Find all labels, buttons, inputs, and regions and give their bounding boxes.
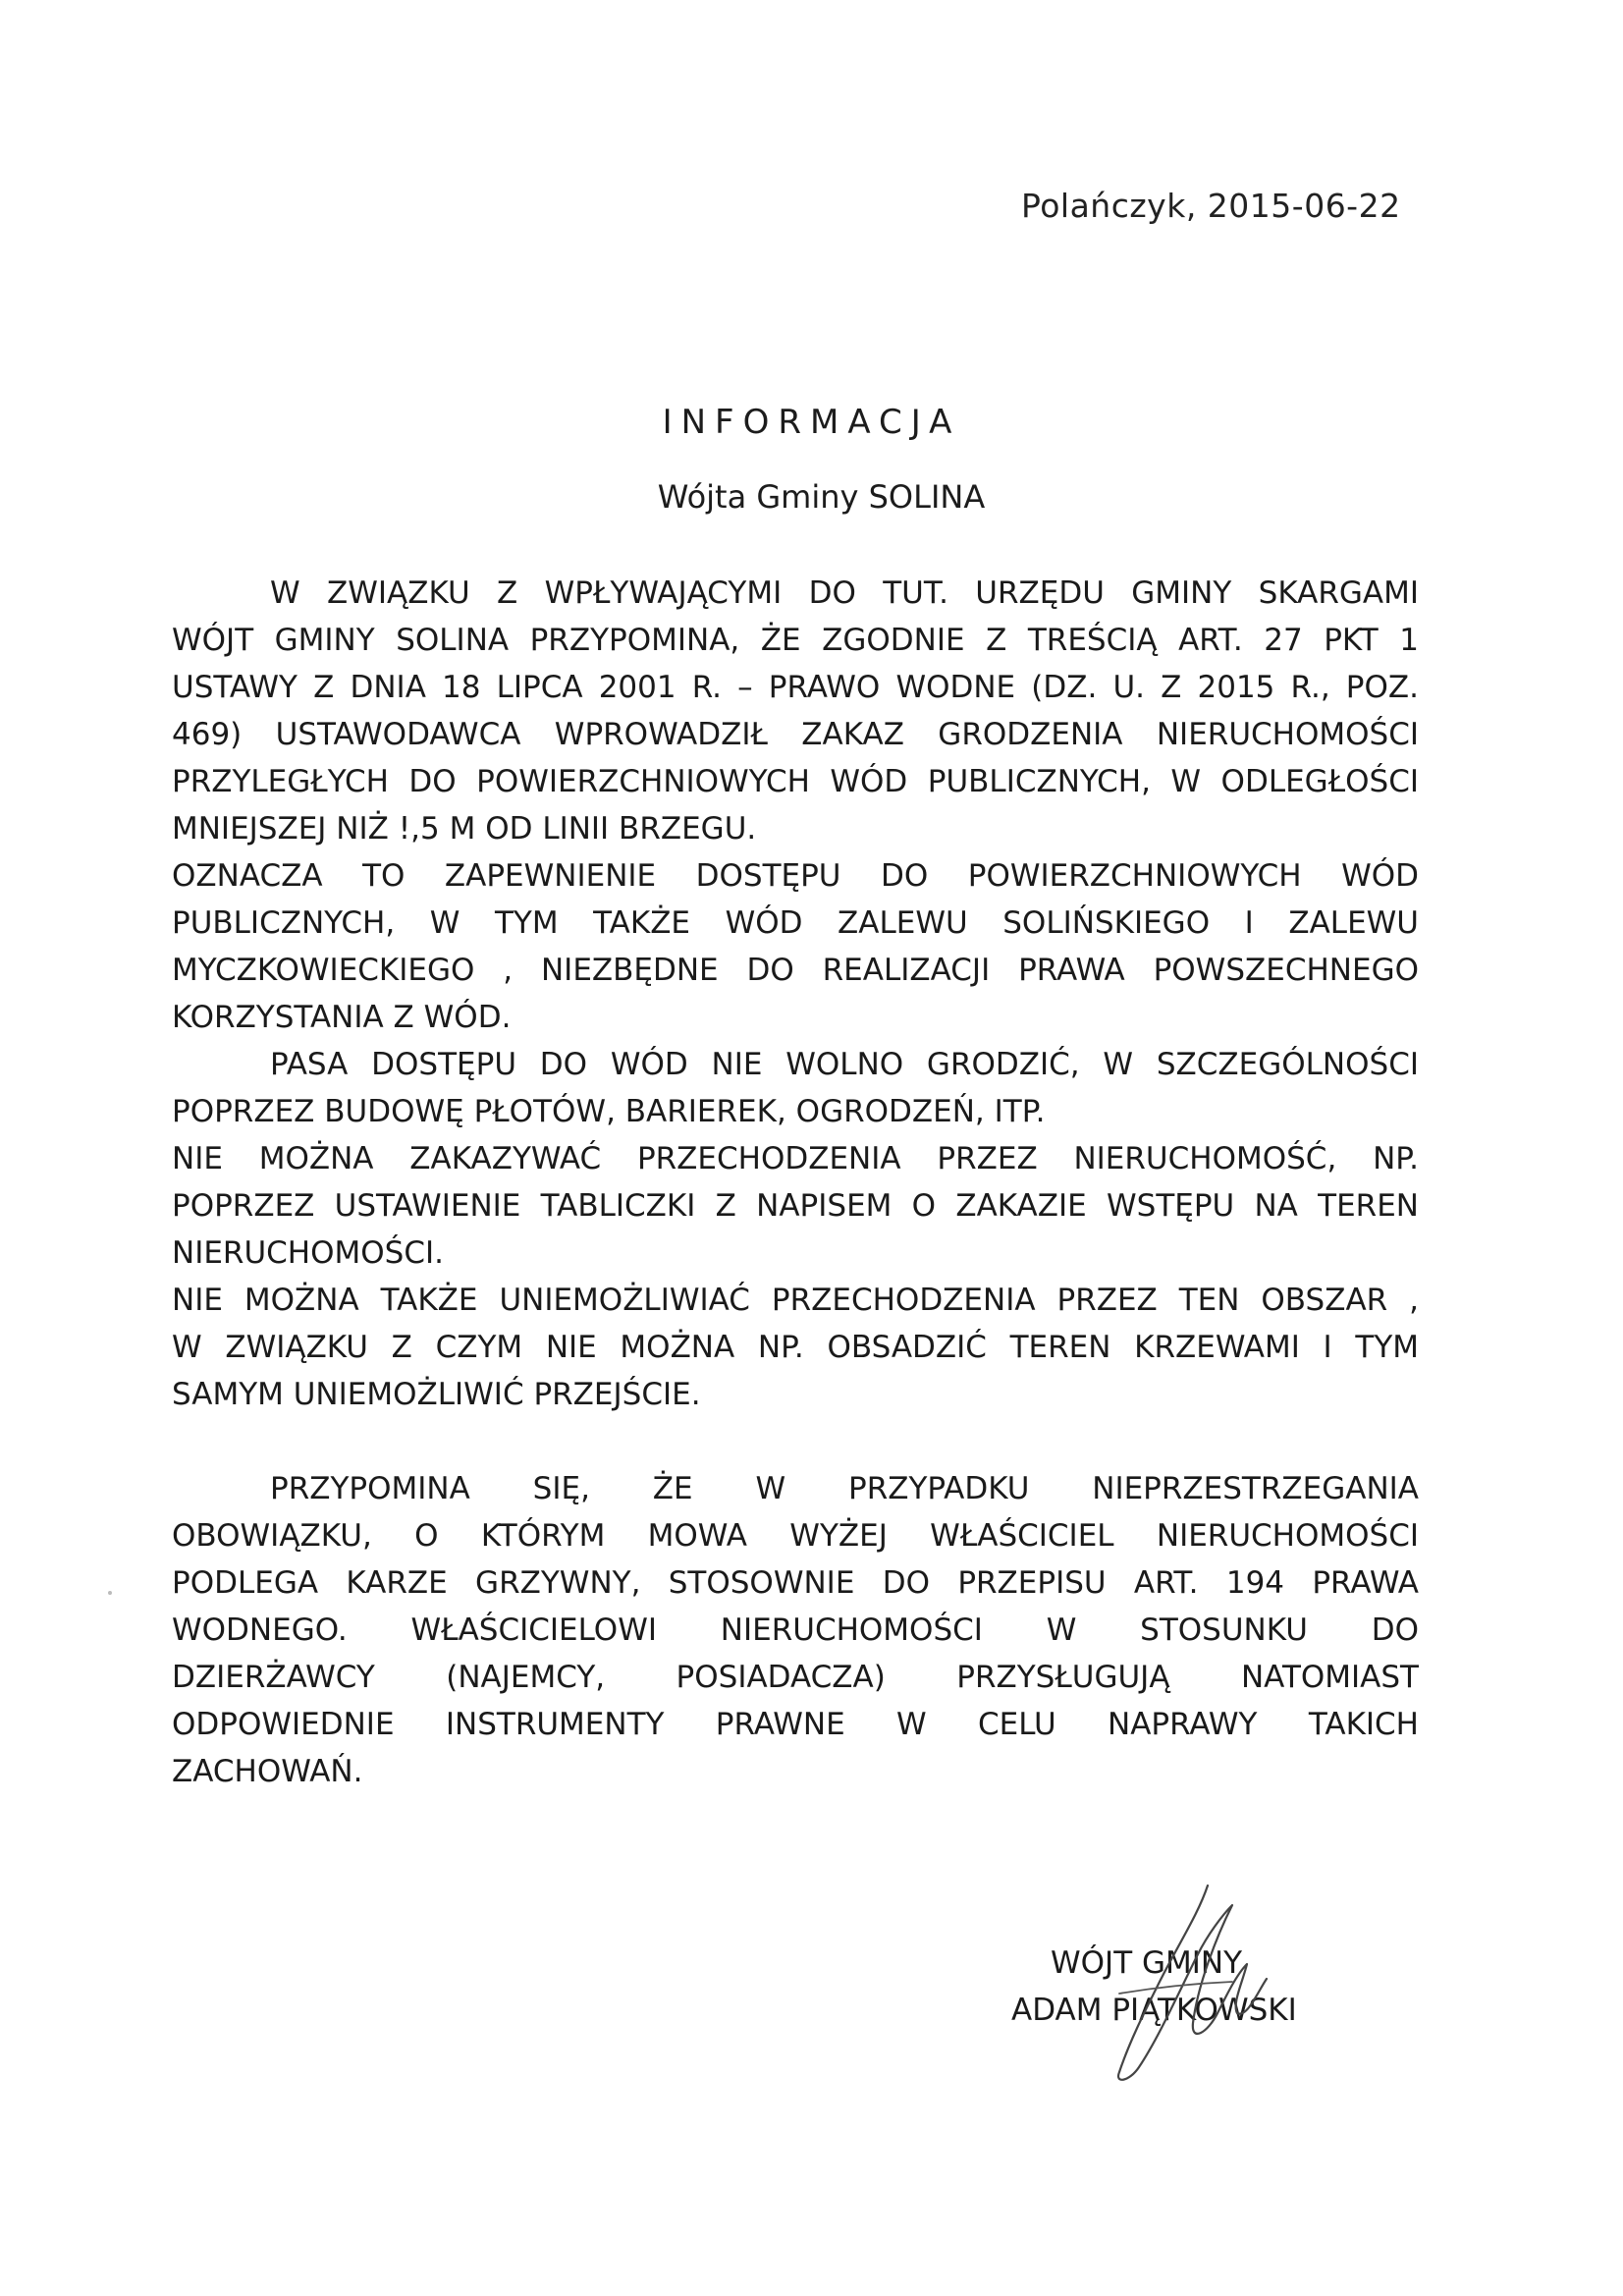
body-line: PUBLICZNYCH, W TYM TAKŻE WÓD ZALEWU SOLIŃSKIEGO I ZALEWU — [172, 905, 1419, 941]
body-line: KORZYSTANIA Z WÓD. — [172, 1000, 512, 1035]
body-line: DZIERŻAWCY (NAJEMCY, POSIADACZA) PRZYSŁUGUJĄ NATOMIAST — [172, 1660, 1419, 1695]
body-line: MNIEJSZEJ NIŻ !,5 M OD LINII BRZEGU. — [172, 811, 757, 847]
body-line: POPRZEZ USTAWIENIE TABLICZKI Z NAPISEM O ZAKAZIE WSTĘPU NA TEREN — [172, 1188, 1419, 1224]
body-line: PRZYLEGŁYCH DO POWIERZCHNIOWYCH WÓD PUBLICZNYCH, W ODLEGŁOŚCI — [172, 764, 1419, 799]
document-body — [172, 570, 1419, 1795]
signature-role: WÓJT GMINY — [1051, 1945, 1243, 1981]
body-line: NIERUCHOMOŚCI. — [172, 1235, 444, 1271]
document-title: INFORMACJA — [662, 403, 961, 442]
body-line: PASA DOSTĘPU DO WÓD NIE WOLNO GRODZIĆ, W SZCZEGÓLNOŚCI — [270, 1047, 1419, 1082]
scan-speck — [108, 1591, 112, 1595]
body-line: PRZYPOMINA SIĘ, ŻE W PRZYPADKU NIEPRZESTRZEGANIA — [270, 1471, 1419, 1506]
body-line: OBOWIĄZKU, O KTÓRYM MOWA WYŻEJ WŁAŚCICIEL NIERUCHOMOŚCI — [172, 1518, 1419, 1554]
body-line: W ZWIĄZKU Z CZYM NIE MOŻNA NP. OBSADZIĆ TEREN KRZEWAMI I TYM — [172, 1330, 1419, 1365]
body-line: WODNEGO. WŁAŚCICIELOWI NIERUCHOMOŚCI W STOSUNKU DO — [172, 1613, 1419, 1648]
body-line: 469) USTAWODAWCA WPROWADZIŁ ZAKAZ GRODZENIA NIERUCHOMOŚCI — [172, 717, 1419, 752]
body-line: USTAWY Z DNIA 18 LIPCA 2001 R. – PRAWO WODNE (DZ. U. Z 2015 R., POZ. — [172, 670, 1419, 705]
body-line: MYCZKOWIECKIEGO , NIEZBĘDNE DO REALIZACJI PRAWA POWSZECHNEGO — [172, 953, 1419, 988]
body-line: ZACHOWAŃ. — [172, 1754, 363, 1789]
place-date: Polańczyk, 2015-06-22 — [1021, 187, 1401, 225]
document-subtitle: Wójta Gminy SOLINA — [657, 478, 986, 516]
handwritten-signature-icon — [1060, 1876, 1306, 2092]
body-line: NIE MOŻNA TAKŻE UNIEMOŻLIWIAĆ PRZECHODZENIA PRZEZ TEN OBSZAR , — [172, 1283, 1419, 1318]
body-line: ODPOWIEDNIE INSTRUMENTY PRAWNE W CELU NAPRAWY TAKICH — [172, 1707, 1419, 1742]
body-line: PODLEGA KARZE GRZYWNY, STOSOWNIE DO PRZEPISU ART. 194 PRAWA — [172, 1565, 1419, 1601]
body-line: POPRZEZ BUDOWĘ PŁOTÓW, BARIEREK, OGRODZEŃ, ITP. — [172, 1094, 1046, 1129]
body-line: WÓJT GMINY SOLINA PRZYPOMINA, ŻE ZGODNIE Z TREŚCIĄ ART. 27 PKT 1 — [172, 623, 1419, 658]
body-line: NIE MOŻNA ZAKAZYWAĆ PRZECHODZENIA PRZEZ NIERUCHOMOŚĆ, NP. — [172, 1141, 1419, 1176]
body-line: SAMYM UNIEMOŻLIWIĆ PRZEJŚCIE. — [172, 1377, 701, 1412]
body-line: W ZWIĄZKU Z WPŁYWAJĄCYMI DO TUT. URZĘDU GMINY SKARGAMI — [270, 575, 1419, 611]
body-line: OZNACZA TO ZAPEWNIENIE DOSTĘPU DO POWIERZCHNIOWYCH WÓD — [172, 858, 1419, 894]
signature-name: ADAM PIĄTKOWSKI — [1011, 1993, 1297, 2028]
